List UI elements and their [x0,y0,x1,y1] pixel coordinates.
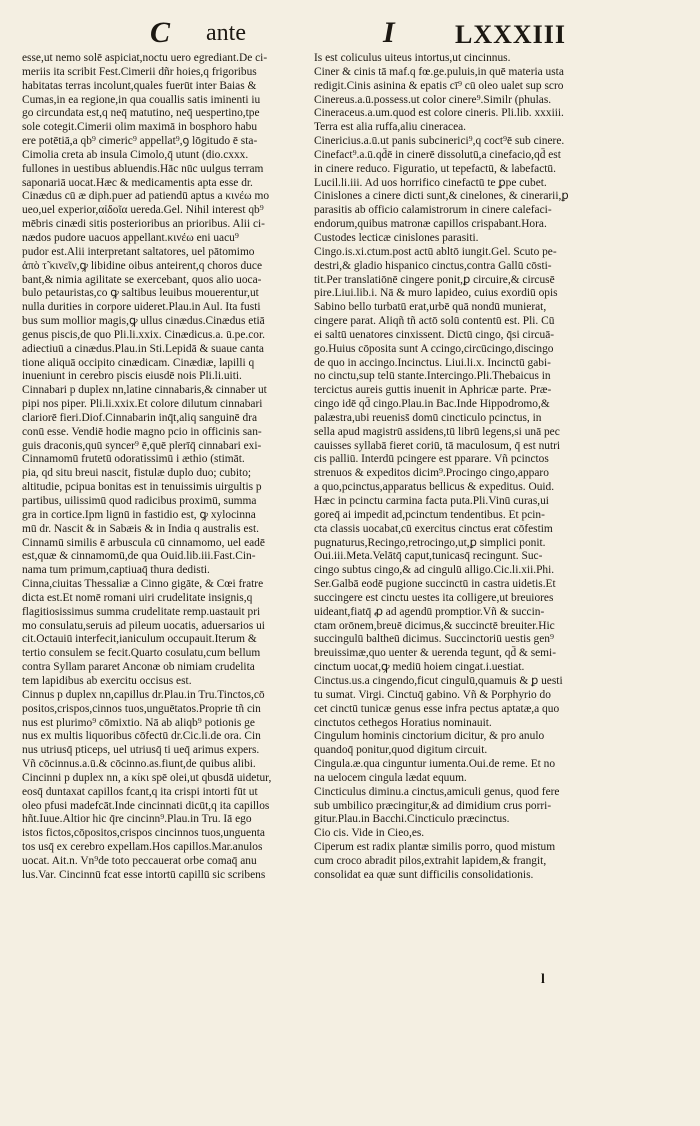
text-line: genus piscis,de quo Pli.li.xxix. Cinædicus.a. ū.pe.cor. [22,328,265,341]
text-line: clariorē fieri.Diof.Cinnabarin inq̄t,aliq sanguinē dra [22,411,258,424]
left-text-column [22,52,304,883]
text-line: Cingulum hominis cinctorium dicitur, & pro anulo [314,730,545,743]
text-line: tercictus aureis guttis inuenit in Aphricæ parte. Præ- [314,384,552,397]
text-line: nus utriusq̄ pticeps, uel utriusq̄ ti ueq̄ arimus expers. [22,744,260,757]
text-line: sub umbilico præcingitur,& ad dimidium crus porri- [314,799,552,812]
text-line: tem lapidibus ab exercitu occisus est. [22,674,192,687]
text-line: gra in cortice.Ipm lignū in fastidio est, ꝙ xylocinna [22,508,256,521]
header-letter-left: C [150,16,171,49]
text-line: parasitis ab officio calamistrorum in cinere calefaci- [314,204,552,217]
header-word-left: ante [206,20,246,46]
text-line: Cinislones a cinere dicti sunt,& cinelones, & cinerarii,ꝑ [314,190,569,203]
text-line: in cinere reduco. Figuratio, ut tepefactū, & labefactū. [314,162,556,175]
text-line: goreq̄ ai impedit ad,pcinctum tendentibus. Et pcin- [314,508,545,521]
text-line: Cimolia creta ab insula Cimolo,q̄ utunt (dio.cxxx. [22,148,249,161]
text-line: mēbris cinædi sitis posterioribus an prioribus. Alii ci- [22,218,265,231]
text-line: eosq̄ duntaxat capillos fcant,q ita crispi intorti fūt ut [22,785,258,798]
text-line: succingulū baltheū dicimus. Succinctoriū uestis gen⁹ [314,633,554,646]
text-line: ere potētiā,a qb⁹ cimeric⁹ appellat⁹,ꝯ lōgitudo ē sta- [22,135,258,148]
text-line: lus.Var. Cincinnū fcat esse intortū capillū sic scribens [22,868,266,881]
text-line: mo consulatu,seruis ad pileum uocatis, aduersarios ui [22,619,265,632]
text-line: gitur.Plau.in Bacchi.Cincticulo præcinctus. [314,813,510,826]
text-line: Cio cis. Vide in Cieo,es. [314,827,425,840]
text-line: redigit.Cinis asinina & epatis cī⁹ cū oleo ualet sup scro [314,79,564,92]
text-line: cingo idē qd̄ cingo.Plau.in Bac.Inde Hippodromo,& [314,398,550,411]
text-line: cinctum uocat,ꝙ mediū hoiem cingat.i.uestiat. [314,661,525,674]
text-line: de quo in accingo.Incinctus. Liui.li.x. Incinctū gabi- [314,356,551,369]
text-line: mū dr. Nascit & in Sabæis & in India q australis est. [22,522,259,535]
text-line: cauisses syllabā fieret coriū, tā maculosum, q̄ est nutri [314,439,561,452]
text-line: tione aliquā occipito cinædicam. Cinædiæ, lapilli q [22,356,255,369]
text-line: sella apud magistrū assidens,tū librū legens,si unā pec [314,425,560,438]
text-line: bus sum mollior magis,ꝙ ullus cinædus.Cinædus etiā [22,315,265,328]
text-line: ctam orōnem,breuē dicimus,& succinctē breuiter.Hic [314,619,555,632]
text-line: Cinædus cū æ diph.puer ad patiendū aptus a κινέω mo [22,190,270,203]
text-line: istos fictos,cōpositos,crispos cincinnos tuos,unguenta [22,827,265,840]
text-line: Sabino bello turbatū erat,urbē quā nondū munierat, [314,301,547,314]
text-line: positos,crispos,cinnos tuos,unguētatos.Proprie tñ cin [22,702,261,715]
text-line: Cingo.is.xi.ctum.post actū abltō iungit.Gel. Scuto pe- [314,245,557,258]
text-line: succingere est cinctu uestes ita colligere,ut breuiores [314,591,554,604]
text-line: guis draconis,quū syncer⁹ ē,quē plerīq̄ cinnabari exi- [22,439,262,452]
text-line: cingo subtus cingo,& ad cingulū alligo.Cic.li.xii.Phi. [314,564,555,577]
text-line: pudor est.Alii interpretant saltatores, uel pātomimo [22,245,255,258]
text-line: pugnaturus,Recingo,retrocingo,ut,ꝑ simplici ponit. [314,536,546,549]
text-line: esse,ut nemo solē aspiciat,noctu uero egrediant.De ci- [22,52,268,64]
text-line: nus est plurimo⁹ cōmixtio. Nā ab aliqb⁹ potionis ge [22,716,255,729]
text-line: na uelocem cingula lædat equum. [314,771,467,784]
signature-mark: l [541,972,545,987]
text-line: est,quæ & cinnamomū,de qua Ouid.lib.iii.Fast.Cin- [22,550,256,563]
text-line: pia, qd situ breui nascit, fistulæ duplo duo; cubito; [22,467,252,480]
text-line: Ciperum est radix plantæ similis porro, quod mistum [314,841,556,854]
text-line: conū esse. Vendiē hodie magno pcio in officinis san- [22,425,262,438]
text-line: Cinnabari p duplex nn,latine cinnabaris,& cinnaber ut [22,384,267,397]
header-letter-right: I [383,16,395,49]
text-line: Cineraceus.a.um.quod est colore cineris. Pli.lib. xxxiii. [314,107,564,120]
text-line: ἀπὸ τ̃ κινεῖν,ꝙ libidine oibus anteirent,q choros duce [22,259,263,272]
right-text-column [314,52,604,883]
text-line: endorum,quibus matronæ capillos crispabant.Hora. [314,218,547,231]
text-line: altitudie, pcipua bonitas est in tenuissimis uirgultis p [22,481,262,494]
text-line: bulo petauristas,co ꝙ saltibus leuibus mouerentur,ut [22,287,259,300]
text-line: Cinnamomū frutetū odoratissimū i æthio (stimāt. [22,453,245,466]
text-line: Cinericius.a.ū.ut panis subcinerici⁹,q coct⁹ē sub cinere. [314,135,565,148]
text-line: Cincticulus diminu.a cinctus,amiculi genus, quod fere [314,785,560,798]
text-line: no cinctu,sup telū stante.Intercingo.Pli.Thebaicus in [314,370,551,383]
text-line: pire.Liui.lib.i. Nā & muro lapideo, cuius exordiū opis [314,287,558,300]
text-line: cit.Octauiū interfecit,ianiculum occupauit.Iterum & [22,633,257,646]
text-line: Hæc in pcinctu carmina facta puta.Pli.Vinū curas,ui [314,495,549,507]
text-line: Terra est alia ruffa,aliu cineracea. [314,121,467,134]
text-line: flagitiosissimus summa crudelitate remp.uastauit pri [22,605,261,618]
text-line: Cincinni p duplex nn, a κίκι spē olei,ut qbusdā uidetur, [22,771,272,784]
text-line: saponariā uocat.Hæc & medicamentis apta esse dr. [22,176,253,189]
text-line: uocat. Ait.n. Vn⁹de toto peccauerat orbe comaq̄ anu [22,854,257,867]
text-line: tu sumat. Virgi. Cinctuq̄ gabino. Vñ & Porphyrio do [314,688,551,701]
text-line: go circundata est,q neq̄ matutino, neq̄ uespertino,tpe [22,107,260,120]
text-line: Cinefact⁹.a.ū.qd̄ē in cinerē dissolutū,a cinefacio,qd̄ est [314,148,561,161]
text-line: tos usq̄ ex cerebro expellam.Hos capillos.Mar.anulos [22,841,263,854]
text-line: Cinctus.us.a cingendo,ficut cingulū,quamuis & ꝑ uesti [314,674,563,687]
text-line: tertio consulem se fecit.Quarto cosulatu,cum bellum [22,647,261,660]
text-line: quandoq̄ ponitur,quod digitum circuit. [314,744,488,757]
text-line: Cinna,ciuitas Thessaliæ a Cinno gigāte, & Cœi fratre [22,578,264,591]
text-line: partibus, uilissimū quod radicibus proximū, summa [22,495,257,507]
text-line: breuissimæ,quo uenter & uerenda tegunt, qd̄ & semi- [314,647,557,660]
text-line: cis palliū. Interdū pcingere est pparare. Vñ pcinctos [314,453,549,466]
text-line: strenuos & expeditos dicim⁹.Procingo cingo,apparo [314,467,549,480]
text-line: meriis ita scribit Fest.Cimerii dñr hoies,q frigoribus [22,65,257,78]
text-line: inueniunt in cerebro piscis eiusdē nois Pli.li.uiti. [22,370,242,383]
text-line: Oui.iii.Meta.Velātq̄ caput,tunicasq̄ recingunt. Suc- [314,550,543,563]
text-line: hñt.Iuue.Altior hic q̄re cincinn⁹.Plau.in Tru. Iā ego [22,813,252,826]
text-line: cet cinctū tunicæ genus esse infra pectus aptatæ,a quo [314,702,560,715]
text-line: cingere parat. Aliqñ tñ actō solū contentū est. Pli. Cū [314,315,555,328]
text-line: dicta est.Et nomē romani uiri crudelitate insignis,q [22,591,253,604]
text-line: Cinnus p duplex nn,capillus dr.Plau.in Tru.Tinctos,cō [22,688,265,701]
text-line: ueo,uel experior,αἰδοῖα uereda.Gel. Nihil interest qb⁹ [22,204,264,217]
text-line: tit.Per translatiōnē cingere ponit,ꝑ circuire,& circusē [314,273,555,286]
text-line: a quo,pcinctus,apparatus bellicus & expeditus. Ouid. [314,481,555,494]
text-line: habitatas terras incolunt,quales fuerūt inter Baias & [22,79,257,92]
folio-number: LXXXIII [455,20,567,49]
text-line: destri,& gladio hispanico cinctus,contra Gallū cōsti- [314,259,552,272]
text-line: nulla durities in corpore uideret.Plau.in Aul. Ita fusti [22,301,261,314]
text-line: contra Syllam pararet Anconæ ob nimiam crudelita [22,661,255,674]
text-line: Ser.Galbā eodē pugione succinctū in castra uidetis.Et [314,578,556,591]
text-line: Vñ cōcinnus.a.ū.& cōcinno.as.fiunt,de quibus alibi. [22,758,256,771]
text-line: Is est coliculus uiteus intortus,ut cincinnus. [314,52,511,64]
text-line: cta classis uocabat,cū exercitus cinctus erat cōfestim [314,522,553,535]
text-line: Cingula.æ.qua cinguntur iumenta.Oui.de reme. Et no [314,758,556,771]
text-line: Cinereus.a.ū.possess.ut color cinere⁹.Similr (phulas. [314,93,552,106]
text-line: palæstra,ubi reueniss̄ domū cincticulo pcinctus, in [314,411,542,424]
text-line: Lucil.li.iii. Ad uos horrifico cinefactū te ꝑpe cubet. [314,176,547,189]
running-header [0,16,700,52]
text-line: oleo pfusi madefcāt.Inde cincinnati dicūt,q ita capillos [22,799,270,812]
text-line: Ciner & cinis tā maf.q fœ.ge.puluis,in quē materia usta [314,65,564,78]
text-line: uideant,fiatq̄ ꝓ ad agendū promptior.Vñ & succin- [314,605,545,618]
text-line: Cumas,in ea regione,in qua couallis satis iminenti iu [22,93,261,106]
text-line: ei saltū uenatores cinxissent. Dictū cingo, q̄si circuā- [314,328,555,341]
text-line: nædos pudore uacuos appellant.κινέω eni uacu⁹ [22,231,239,244]
text-line: bant,& nimia agilitate se exercebant, quos alio uoca- [22,273,262,286]
text-line: Custodes lecticæ cinislones parasiti. [314,231,479,244]
text-line: fullones in uestibus abluendis.Hāc nūc uulgus terram [22,162,264,175]
text-line: Cinnamū similis ē arbuscula cū cinnamomo, uel eadē [22,536,265,549]
text-line: consolidat ea quæ sunt difficilis consolidationis. [314,868,534,881]
text-line: pipi nos piper. Pli.li.xxix.Et colore dilutum cinnabari [22,398,263,411]
text-line: cinctutos cethegos Horatius nominauit. [314,716,492,729]
text-line: adiectiuū a cinædus.Plau.in Sti.Lepidā & suaue canta [22,342,264,355]
text-line: nama tum primum,captiuaq̄ thura dedisti. [22,564,210,577]
text-line: nus ex multis liquoribus cōfectū dr.Cic.li.de ora. Cin [22,730,261,743]
text-line: cum croco abradit pilos,extrahit lapidem,& frangit, [314,854,547,867]
text-line: sole cotegit.Cimerii olim maximā in bosphoro habu [22,121,258,134]
text-line: go.Huius cōposita sunt A ccingo,circūcingo,discingo [314,342,554,355]
